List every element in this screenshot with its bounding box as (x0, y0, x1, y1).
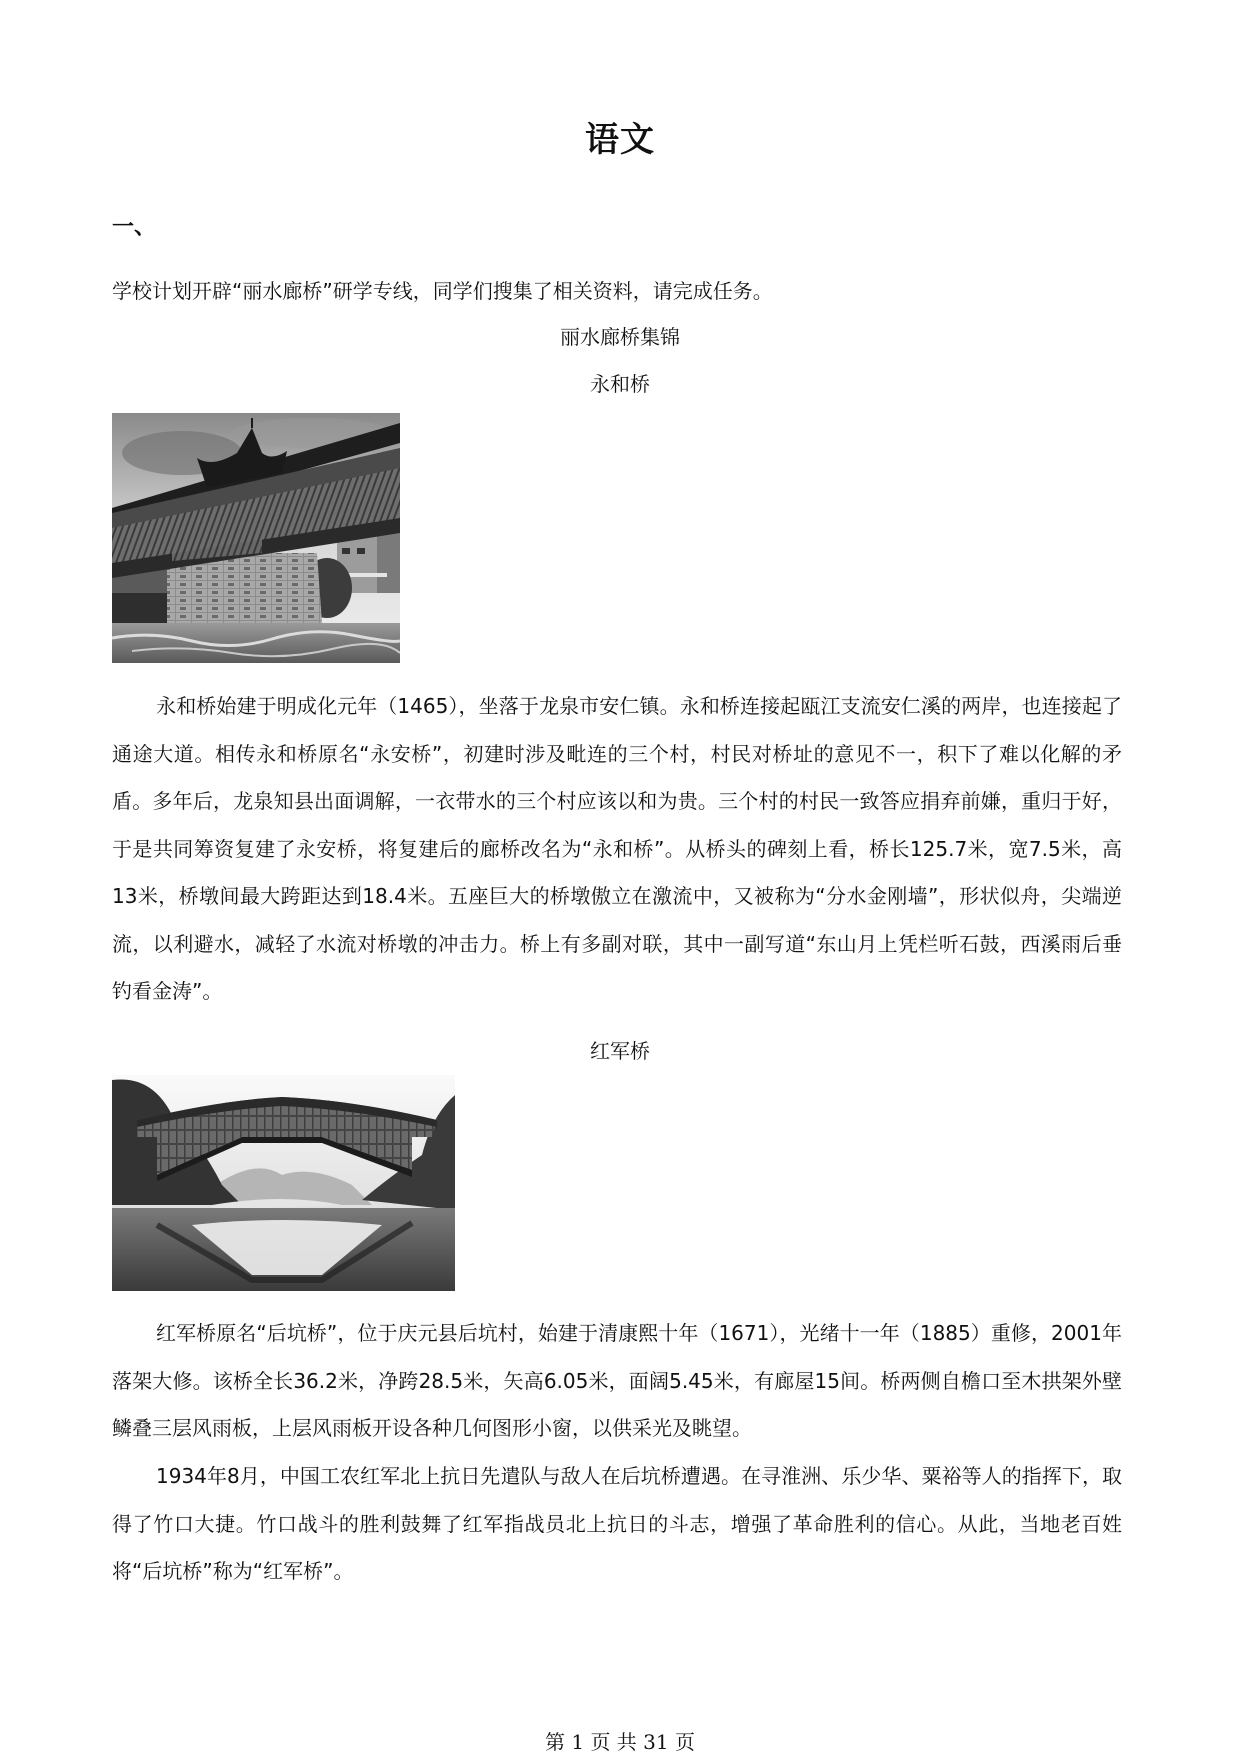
section-number: 一、 (112, 215, 157, 240)
hongjun-paragraph-2 (112, 1453, 1122, 1596)
collection-title: 丽水廊桥集锦 (560, 325, 680, 349)
yonghe-paragraph (112, 683, 1122, 1016)
page-footer: 第 1 页 共 31 页 (545, 1730, 695, 1754)
yonghe-bridge-photo (112, 413, 400, 663)
bridge-heading-hongjun: 红军桥 (590, 1039, 650, 1063)
yonghe-paragraph-text: 永和桥始建于明成化元年（1465），坐落于龙泉市安仁镇。永和桥连接起瓯江支流安仁溪的两岸，也连接起了通途大道。相传永和桥原名“永安桥”，初建时涉及毗连的三个村，村民对桥址的意见不一，积下了难以化解的矛盾。多年后，龙泉知县出面调解，一衣带水的三个村应该以和为贵。三个村的村民一致答应捐弃前嫌，重归于好，于是共同筹资复建了永安桥，将复建后的廊桥改名为“永和桥”。从桥头的碑刻上看，桥长125.7米，宽7.5米，高13米，桥墩间最大跨距达到18.4米。五座巨大的桥墩傲立在激流中，又被称为“分水金刚墙”，形状似舟，尖端逆流，以利避水，减轻了水流对桥墩的冲击力。桥上有多副对联，其中一副写道“东山月上凭栏听石鼓，西溪雨后垂钓看金涛”。 (112, 694, 1122, 1003)
page-title: 语文 (585, 120, 655, 160)
hongjun-paragraph-1-text: 红军桥原名“后坑桥”，位于庆元县后坑村，始建于清康熙十年（1671），光绪十一年（1885）重修，2001年落架大修。该桥全长36.2米，净跨28.5米，矢高6.05米，面阔5.45米，有廊屋15间。桥两侧自檐口至木拱架外壁鳞叠三层风雨板，上层风雨板开设各种几何图形小窗，以供采光及眺望。 (112, 1321, 1122, 1440)
bridge-heading-yonghe: 永和桥 (590, 372, 650, 396)
hongjun-paragraph-2-text: 1934年8月，中国工农红军北上抗日先遣队与敌人在后坑桥遭遇。在寻淮洲、乐少华、粟裕等人的指挥下，取得了竹口大捷。竹口战斗的胜利鼓舞了红军指战员北上抗日的斗志，增强了革命胜利的信心。从此，当地老百姓将“后坑桥”称为“红军桥”。 (112, 1464, 1122, 1583)
intro-text: 学校计划开辟“丽水廊桥”研学专线，同学们搜集了相关资料，请完成任务。 (112, 279, 773, 303)
hongjun-paragraph-1 (112, 1310, 1122, 1453)
hongjun-bridge-photo (112, 1075, 455, 1291)
